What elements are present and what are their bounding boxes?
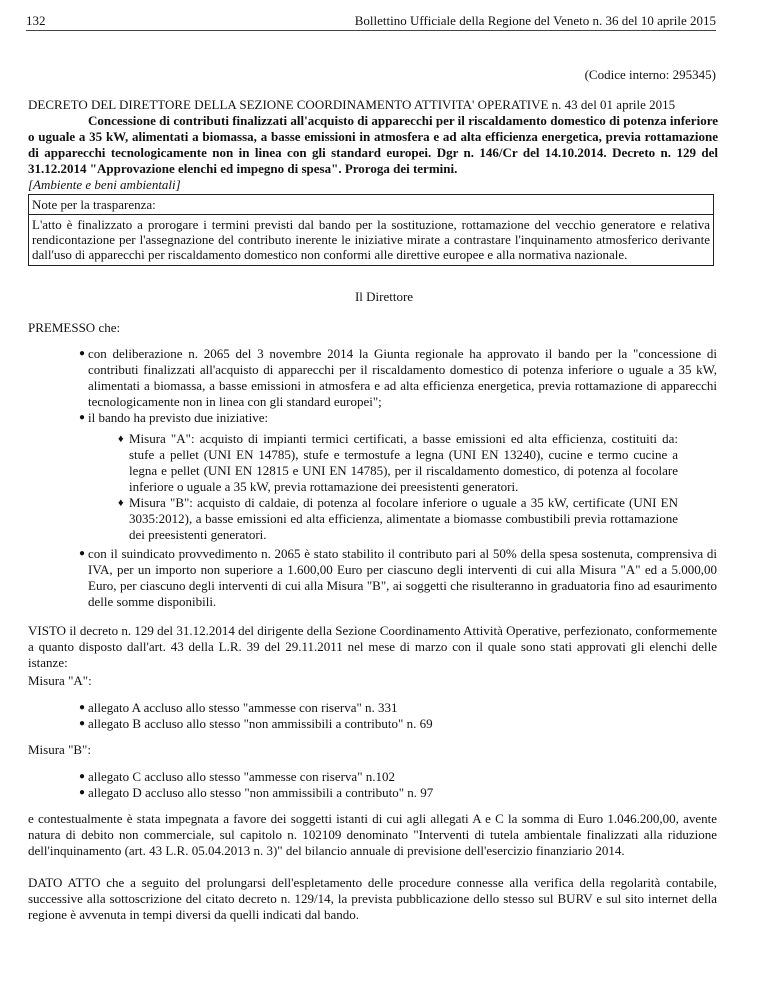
list-item: ● allegato B accluso allo stesso "non ammissibili a contributo" n. 69 — [79, 716, 433, 731]
bullet-icon: ● — [79, 412, 86, 423]
bullet-icon: ● — [79, 348, 86, 359]
dato-atto-paragraph: DATO ATTO che a seguito del prolungarsi dell'espletamento delle procedure connesse alla verifica della regolarità contabile, successive alla sottoscrizione del citato decreto n. 129/14, la prevista pubblicazione dello stesso sul BURV e sul sito internet della regione è avvenuta in tempi diversi da quelli indicati dal bando. — [28, 875, 717, 922]
list-item: ● allegato D accluso allo stesso "non ammissibili a contributo" n. 97 — [79, 785, 434, 800]
bulletin-title: Bollettino Ufficiale della Regione del Veneto n. 36 del 10 aprile 2015 — [354, 13, 716, 28]
bullet-icon: ● — [79, 548, 86, 559]
list-item: ● con deliberazione n. 2065 del 3 novembre 2014 la Giunta regionale ha approvato il bando per la "concessione di contributi finalizzati all'acquisto di apparecchi per il riscaldamento domestico di potenza inferiore o uguale a 35 kW, alimentati a biomassa, a basse emissioni in atmosfera e ad alta efficienza energetica, previa rottamazione di apparecchi tecnologicamente non in linea con gli standard europei"; — [79, 346, 717, 409]
misure-list — [118, 431, 678, 543]
contributo-list — [79, 546, 717, 610]
decree-subject: Concessione di contributi finalizzati all'acquisto di apparecchi per il riscaldamento domestico di potenza inferiore o uguale a 35 kW, alimentati a biomassa, a basse emissioni in atmosfera e ad alta efficienza energetica, previa rottamazione di apparecchi tecnologicamente non in linea con gli standard europei. Dgr n. 146/Cr del 14.10.2014. Decreto n. 129 del 31.12.2014 "Approvazione elenchi ed impegno di spesa". Proroga dei termini. — [28, 113, 718, 176]
bullet-icon: ● — [79, 718, 86, 729]
list-item: ● con il suindicato provvedimento n. 2065 è stato stabilito il contributo pari al 50% della spesa sostenuta, comprensiva di IVA, per un importo non superiore a 1.600,00 Euro per ciascuno degli interventi di cui alla Misura "A" ed a 5.000,00 Euro, per ciascuno degli interventi di cui alla Misura "B", ai soggetti che risulteranno in graduatoria fino ad esaurimento delle somme disponibili. — [79, 546, 717, 609]
list-item: ♦ Misura "A": acquisto di impianti termici certificati, a basse emissioni ed alta efficienza, costituiti da: stufe a pellet (UNI EN 14785), stufe e termostufe a legna (UNI EN 13240), cucine e termo cucine a legna e pellet (UNI EN 12815 e UNI EN 14785), per il riscaldamento domestico, di potenza al focolare inferiore o uguale a 35 kW, previa rottamazione dei preesistenti generatori. — [118, 431, 678, 494]
list-item: ● allegato A accluso allo stesso "ammesse con riserva" n. 331 — [79, 700, 398, 715]
page-header — [26, 8, 716, 31]
premesso-label: PREMESSO che: — [28, 320, 121, 335]
internal-code: (Codice interno: 295345) — [584, 67, 716, 82]
diamond-bullet-icon: ♦ — [118, 433, 124, 445]
misura-b-label: Misura "B": — [28, 742, 91, 757]
list-item: ● allegato C accluso allo stesso "ammesse con riserva" n.102 — [79, 769, 396, 784]
list-item: ♦ Misura "B": acquisto di caldaie, di potenza al focolare inferiore o uguale a 35 kW, certificate (UNI EN 3035:2012), a basse emissioni ed alta efficienza, alimentate a biomasse combustibili previa rottamazione dei preesistenti generatori. — [118, 495, 678, 542]
premesso-list — [79, 346, 717, 426]
misura-a-list — [79, 700, 433, 732]
diamond-bullet-icon: ♦ — [118, 497, 124, 509]
bullet-icon: ● — [79, 787, 86, 798]
decree-title-block — [28, 97, 718, 193]
decree-heading: DECRETO DEL DIRETTORE DELLA SEZIONE COORDINAMENTO ATTIVITA' OPERATIVE n. 43 del 01 aprile 2015 — [28, 97, 676, 112]
list-item: ● il bando ha previsto due iniziative: — [79, 410, 269, 425]
misura-a-label: Misura "A": — [28, 673, 92, 688]
visto-paragraph: VISTO il decreto n. 129 del 31.12.2014 del dirigente della Sezione Coordinamento Attività Operative, perfezionato, conformemente a quanto disposto dall'art. 43 della L.R. 39 del 29.11.2011 nel mese di marzo con il quale sono stati approvati gli elenchi delle istanze: — [28, 623, 717, 670]
note-heading: Note per la trasparenza: — [29, 195, 713, 215]
director-heading: Il Direttore — [354, 289, 414, 304]
bullet-icon: ● — [79, 771, 86, 782]
decree-category: [Ambiente e beni ambientali] — [28, 177, 181, 192]
page-number: 132 — [26, 13, 46, 28]
transparency-note-box — [28, 194, 714, 266]
misura-b-list — [79, 769, 433, 801]
bullet-icon: ● — [79, 702, 86, 713]
note-body: L'atto è finalizzato a prorogare i termini previsti dal bando per la sostituzione, rottamazione del vecchio generatore e relativa rendicontazione per l'assegnazione del contributo inerente le iniziative mirate a contrastare l'inquinamento atmosferico derivante dall'uso di apparecchi per riscaldamento domestico non conformi alle direttive europee e alla normativa nazionale. — [32, 217, 710, 262]
contestualmente-paragraph: e contestualmente è stata impegnata a favore dei soggetti istanti di cui agli allegati A e C la somma di Euro 1.046.200,00, avente natura di debito non commerciale, sul capitolo n. 102109 denominato "Interventi di tutela ambientale finalizzati alla riduzione dell'inquinamento (art. 43 L.R. 05.04.2013 n. 3)" del bilancio annuale di previsione dell'esercizio finanziario 2014. — [28, 811, 717, 858]
